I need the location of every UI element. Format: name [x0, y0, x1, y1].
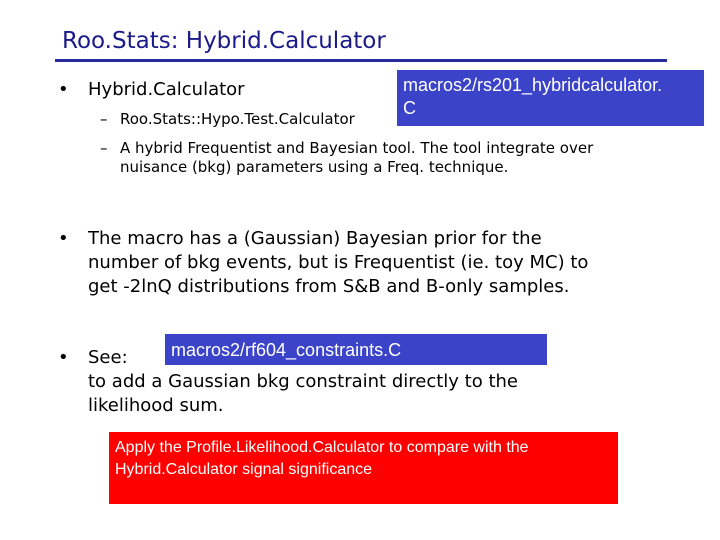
bullet-macro-desc-line2: number of bkg events, but is Frequentist (ie. toy MC) to	[88, 252, 589, 273]
bullet-macro-desc-line3: get -2lnQ distributions from S&B and B-only samples.	[88, 276, 570, 297]
bullet-see-line2: to add a Gaussian bkg constraint directly to the	[88, 371, 518, 392]
bullet-marker: •	[58, 79, 69, 100]
apply-profile-likelihood-box	[109, 432, 618, 504]
apply-box-line2: Hybrid.Calculator signal significance	[115, 461, 373, 478]
bullet-hybridcalculator: Hybrid.Calculator	[88, 79, 245, 100]
slide-title: Roo.Stats: Hybrid.Calculator	[62, 28, 386, 54]
macro-box-rf604	[165, 334, 547, 365]
macro-box-rs201-line2: C	[403, 98, 416, 118]
macro-box-rs201	[397, 70, 704, 126]
bullet-marker: •	[58, 228, 69, 249]
bullet-marker: •	[58, 347, 69, 368]
macro-box-rf604-text: macros2/rf604_constraints.C	[171, 340, 402, 360]
dash-marker: –	[100, 139, 108, 157]
dash-marker: –	[100, 110, 108, 128]
title-underline	[55, 59, 667, 62]
sub-item-hybrid-desc-line1: A hybrid Frequentist and Bayesian tool. The tool integrate over	[120, 139, 594, 157]
bullet-see-label: See:	[88, 347, 128, 368]
apply-box-line1: Apply the Profile.Likelihood.Calculator to compare with the	[115, 439, 529, 456]
bullet-macro-desc-line1: The macro has a (Gaussian) Bayesian prior for the	[88, 228, 542, 249]
sub-item-hypotestcalculator: Roo.Stats::Hypo.Test.Calculator	[120, 110, 355, 128]
bullet-see-line3: likelihood sum.	[88, 395, 224, 416]
sub-item-hybrid-desc-line2: nuisance (bkg) parameters using a Freq. technique.	[120, 158, 509, 176]
macro-box-rs201-line1: macros2/rs201_hybridcalculator.	[403, 75, 663, 95]
